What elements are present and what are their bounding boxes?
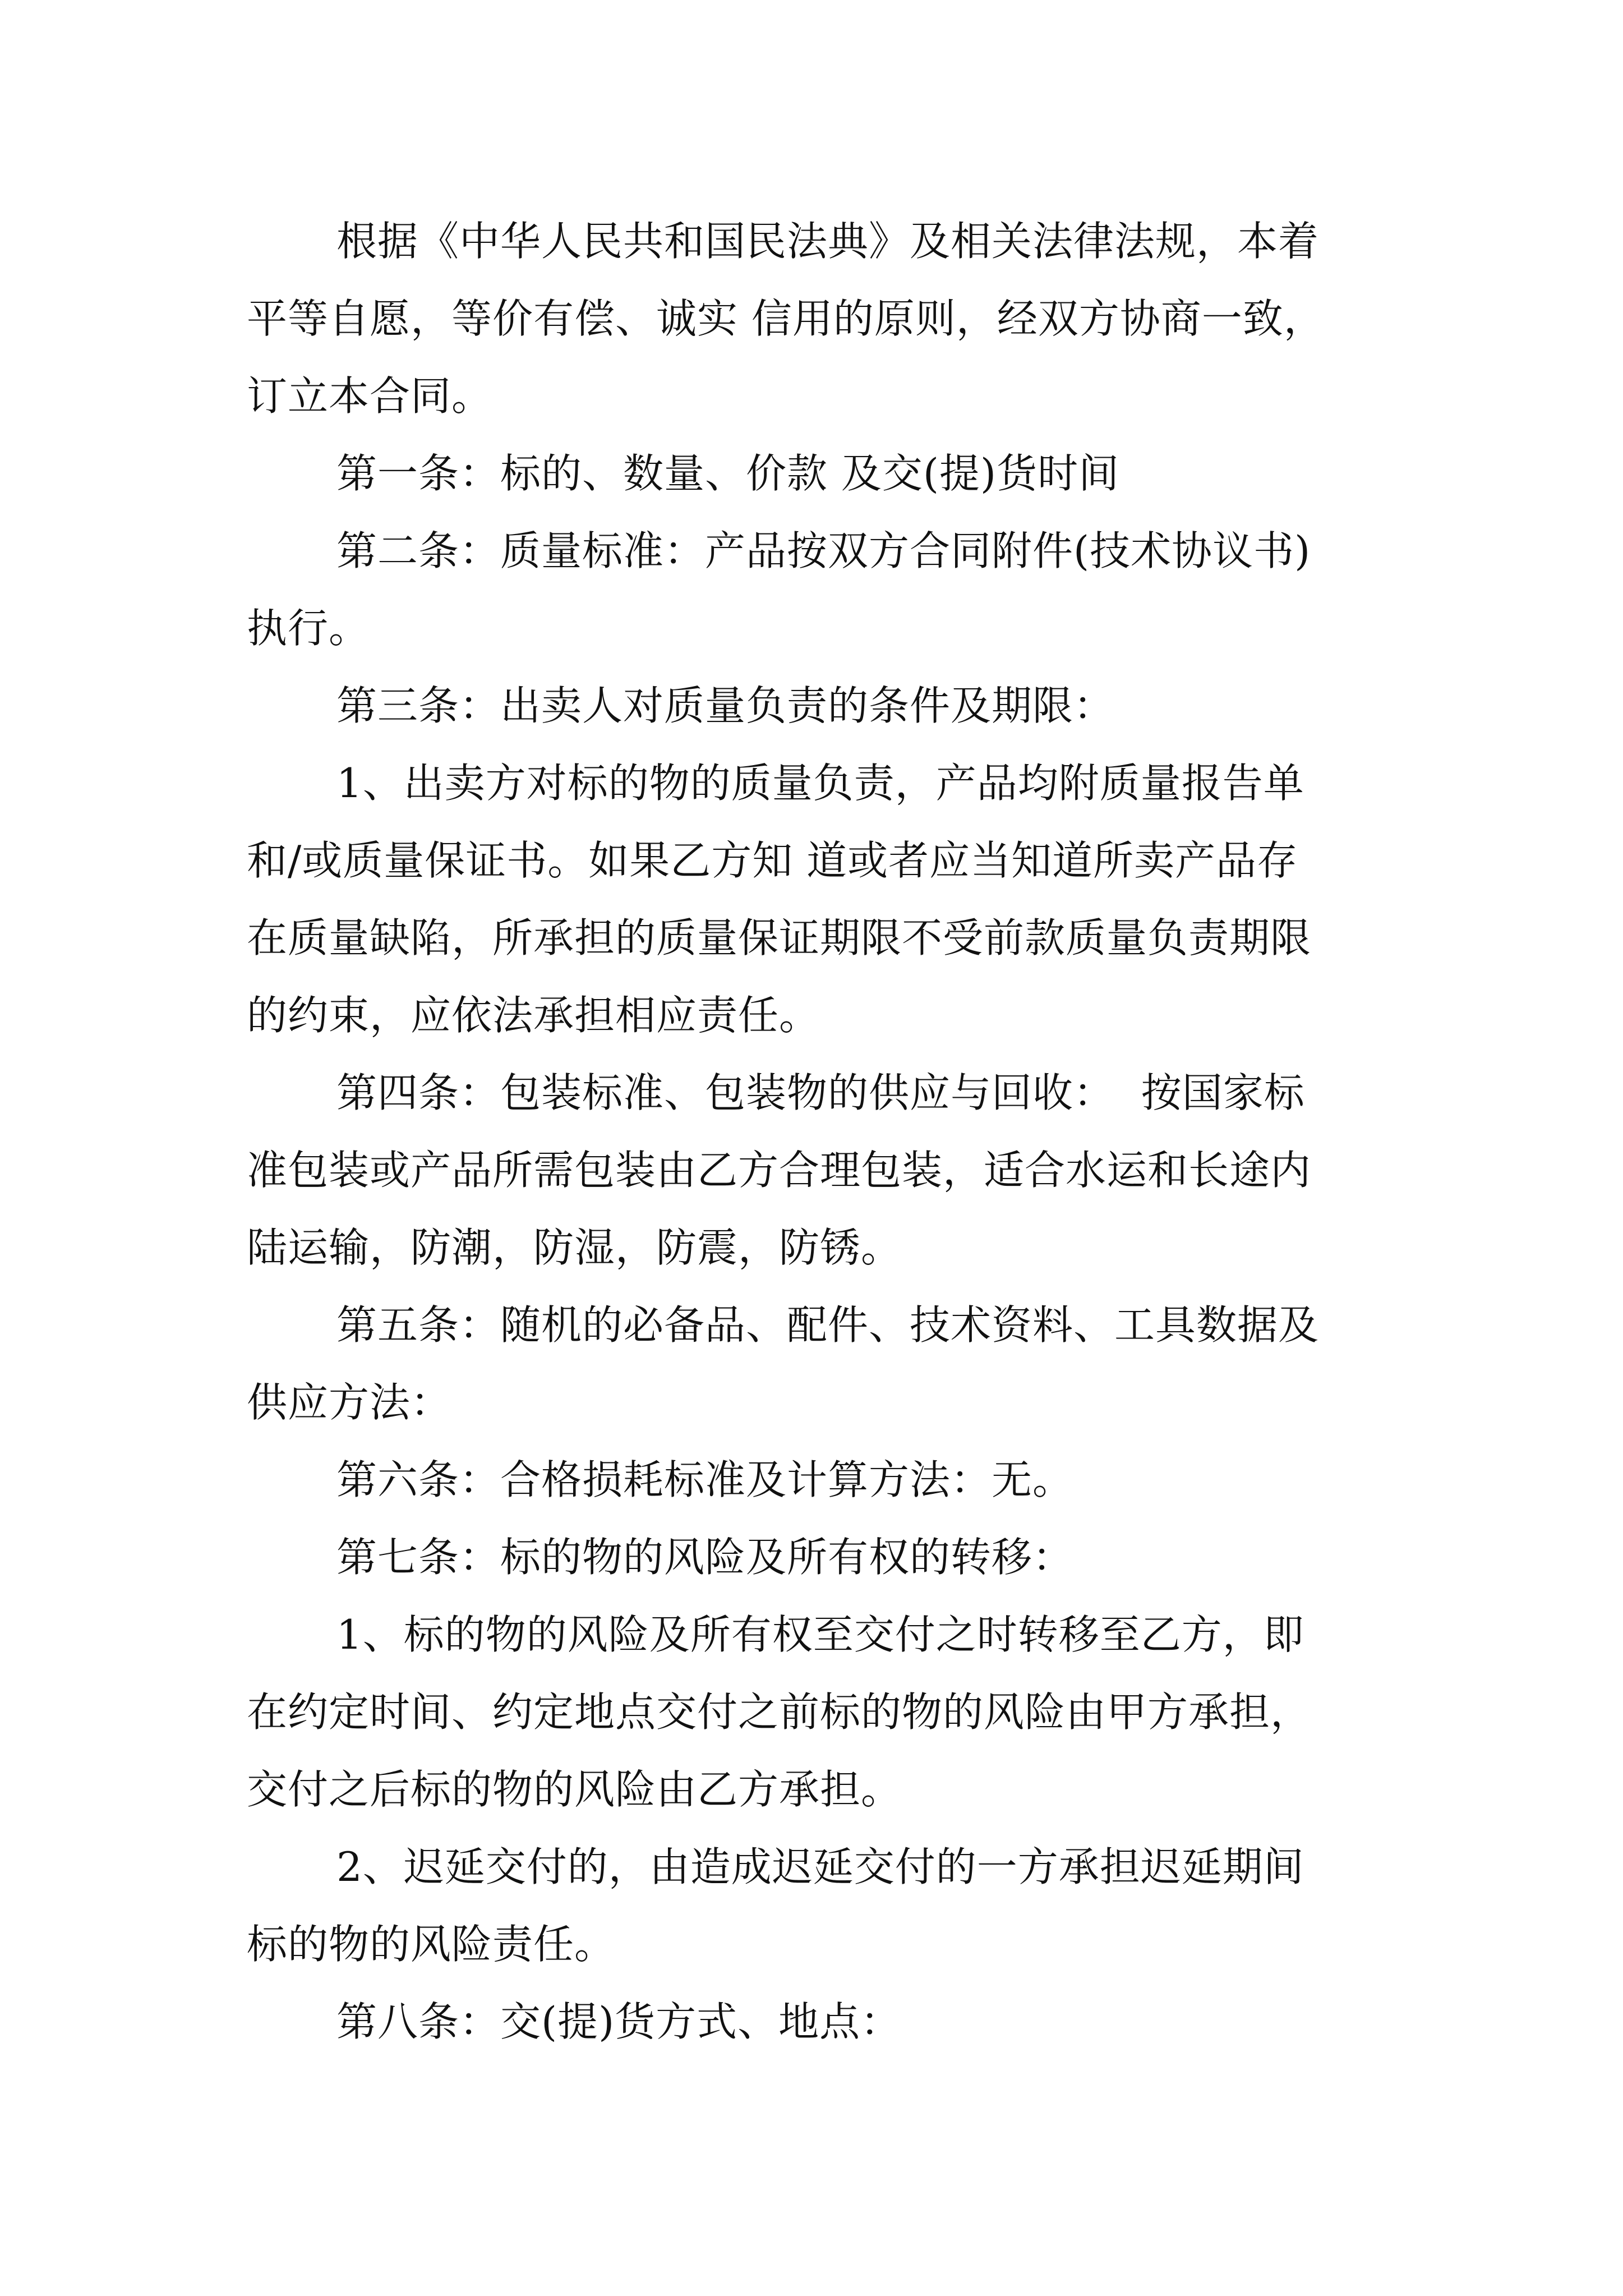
paragraph-line: 交付之后标的物的风险由乙方承担。: [247, 1766, 902, 1813]
article-heading: 第四条：包装标准、包装物的供应与回收： 按国家标: [336, 1069, 1305, 1116]
article-heading: 第五条：随机的必备品、配件、技术资料、工具数据及: [336, 1301, 1320, 1349]
article-heading: 第八条：交(提)货方式、地点：: [336, 1998, 902, 2045]
paragraph-line: 1、出卖方对标的物的质量负责，产品均附质量报告单: [336, 760, 1304, 807]
article-heading: 第七条：标的物的风险及所有权的转移：: [336, 1534, 1074, 1581]
paragraph-line: 在质量缺陷，所承担的质量保证期限不受前款质量负责期限: [247, 914, 1312, 961]
paragraph-line: 的约束，应依法承担相应责任。: [247, 992, 820, 1039]
paragraph-line: 在约定时间、约定地点交付之前标的物的风险由甲方承担，: [247, 1688, 1312, 1736]
paragraph-line: 订立本合同。: [247, 372, 493, 420]
paragraph-line: 平等自愿，等价有偿、诚实 信用的原则，经双方协商一致，: [247, 295, 1325, 342]
paragraph-line: 根据《中华人民共和国民法典》及相关法律法规，本着: [336, 218, 1320, 265]
paragraph-line: 陆运输，防潮，防湿，防震，防锈。: [247, 1224, 902, 1271]
paragraph-line: 和/或质量保证书。如果乙方知 道或者应当知道所卖产品存: [247, 837, 1298, 884]
paragraph-line: 准包装或产品所需包装由乙方合理包装，适合水运和长途内: [247, 1147, 1312, 1194]
paragraph-line: 执行。: [247, 605, 370, 652]
article-heading: 第一条：标的、数量、价款 及交(提)货时间: [336, 450, 1120, 497]
article-heading: 第六条：合格损耗标准及计算方法：无。: [336, 1456, 1074, 1503]
paragraph-line: 2、迟延交付的，由造成迟延交付的一方承担迟延期间: [336, 1843, 1304, 1890]
paragraph-line: 标的物的风险责任。: [247, 1921, 616, 1968]
article-heading: 第二条：质量标准：产品按双方合同附件(技术协议书): [336, 527, 1311, 574]
paragraph-line: 1、标的物的风险及所有权至交付之时转移至乙方，即: [336, 1611, 1304, 1658]
paragraph-line: 供应方法：: [247, 1379, 452, 1426]
article-heading: 第三条：出卖人对质量负责的条件及期限：: [336, 682, 1115, 729]
